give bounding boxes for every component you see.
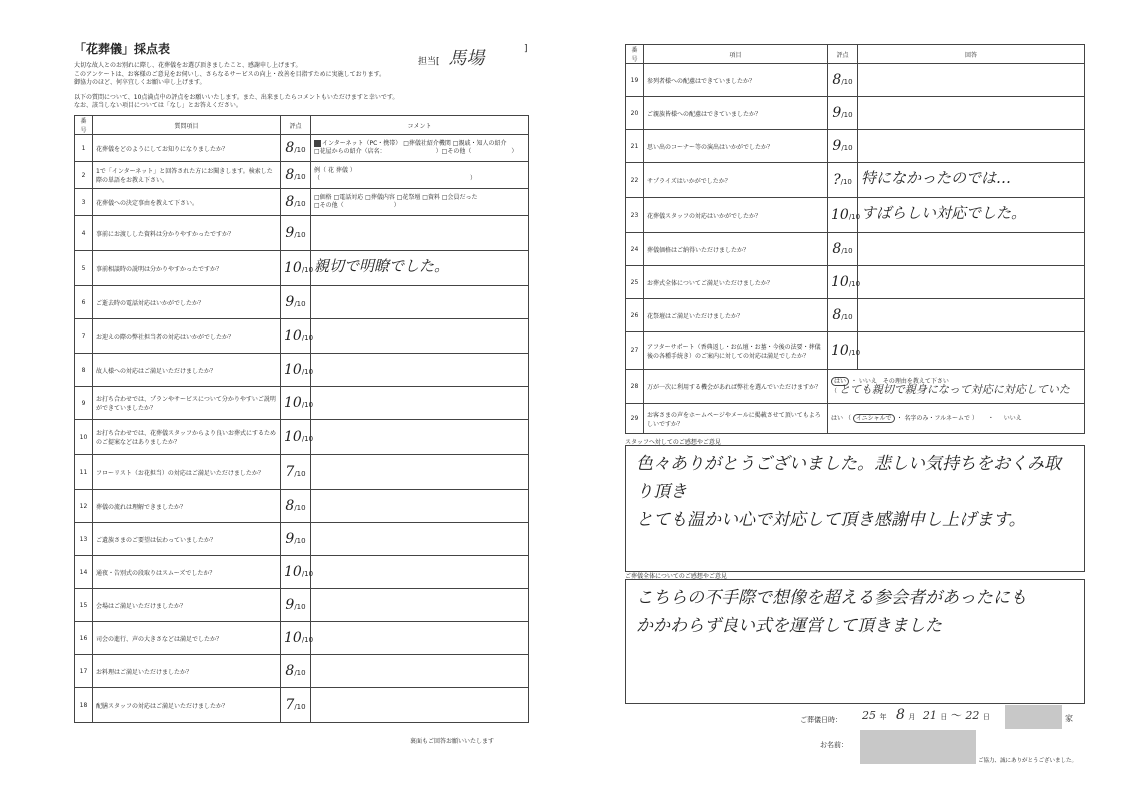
col-comment: コメント: [311, 116, 529, 135]
row-comment[interactable]: [311, 655, 529, 688]
table-row: [75, 655, 529, 688]
score-value: 9: [285, 225, 295, 241]
table-row: [75, 162, 529, 189]
score-value: 10: [284, 630, 302, 646]
row-question: 参列者様への配慮はできていましたか？: [644, 64, 828, 97]
q3-other-close: ）: [393, 202, 400, 209]
row-no: 25: [626, 266, 644, 299]
row-score[interactable]: [281, 162, 311, 189]
score-denominator: /10: [301, 368, 314, 376]
score-denominator: /10: [841, 78, 853, 86]
row-question: 会場はご満足いただけましたか？: [93, 589, 281, 622]
q29-fullname[interactable]: 名字のみ・フルネームで: [904, 414, 970, 422]
row-no: 27: [626, 332, 644, 370]
row-score[interactable]: [281, 523, 311, 556]
row-question: 葬儀価格はご納得いただけましたか？: [644, 233, 828, 266]
row-score[interactable]: [828, 332, 861, 370]
table-row: [626, 404, 1085, 434]
row-question: 花葬儀をどのようにしてお知りになりましたか？: [93, 135, 281, 162]
intro-line: なお、該当しない項目については「なし」とお答えください。: [74, 102, 242, 110]
row-score[interactable]: [281, 556, 314, 589]
row-comment[interactable]: [311, 251, 529, 286]
row-score[interactable]: [828, 266, 861, 299]
row-question: 花葬儀への決定事由を教えて下さい。: [93, 189, 281, 216]
row-score[interactable]: [281, 387, 314, 420]
row-no: 5: [75, 251, 93, 286]
row-question: 故人様への対応はご満足いただけましたか？: [93, 354, 281, 387]
row-score[interactable]: [281, 655, 311, 688]
row-score[interactable]: [281, 135, 311, 162]
q3-other: □その他（: [314, 202, 344, 209]
score-denominator: /10: [848, 280, 861, 288]
score-denominator: /10: [294, 669, 306, 677]
row-no: 12: [75, 490, 93, 523]
row-score[interactable]: [281, 319, 314, 354]
row-no: 9: [75, 387, 93, 420]
row-score[interactable]: [281, 420, 314, 455]
col-score: 評点: [828, 45, 858, 64]
q29-sep2: ・: [987, 414, 994, 422]
family-suffix: 家: [1065, 714, 1073, 723]
date-day-unit2: 日: [982, 713, 990, 721]
row-no: 15: [75, 589, 93, 622]
score-denominator: /10: [294, 300, 306, 308]
table-row: [75, 490, 529, 523]
q28-reason: とても親切で親身になって対応に対応していた: [838, 382, 1070, 396]
q28-paren: （: [831, 387, 838, 395]
col-no: 番号: [626, 45, 644, 64]
table-row: [75, 523, 529, 556]
row-comment-text: 特になかったのでは…: [861, 169, 1012, 187]
row-no: 6: [75, 286, 93, 319]
row-question: お打ち合わせでは、花葬儀スタッフからより良いお葬式にするためのご提案などはありましたか？: [93, 420, 281, 455]
row-comment[interactable]: [311, 286, 529, 319]
score-value: 10: [831, 207, 849, 223]
row-no: 24: [626, 233, 644, 266]
row-score[interactable]: [828, 163, 858, 198]
table-row: [75, 354, 529, 387]
q28-no[interactable]: いいえ: [858, 377, 877, 385]
row-no: 17: [75, 655, 93, 688]
row-comment[interactable]: [858, 97, 1085, 130]
row-score[interactable]: [281, 216, 311, 251]
date-day-unit: 日: [940, 713, 948, 721]
checkbox-internet[interactable]: [314, 140, 321, 147]
row-comment[interactable]: [311, 354, 529, 387]
row-comment[interactable]: [311, 589, 529, 622]
row-comment[interactable]: [858, 233, 1085, 266]
name-label: お名前：: [820, 741, 848, 749]
score-denominator: /10: [301, 266, 314, 274]
redacted-family-name: [1005, 705, 1062, 729]
row-question: お迎えの際の弊社担当者の対応はいかがでしたか？: [93, 319, 281, 354]
score-denominator: /10: [294, 470, 306, 478]
row-score[interactable]: [828, 130, 858, 163]
date-month-unit: 月: [908, 713, 916, 721]
table-row: [75, 420, 529, 455]
score-value: 8: [285, 194, 295, 210]
row-score[interactable]: [281, 455, 311, 490]
row-question: フローリスト（お花担当）の対応はご満足いただけましたか？: [93, 455, 281, 490]
row-question: 1で「インターネット」と回答された方にお聞きします。検索した際の単語をお教え下さい。: [93, 162, 281, 189]
row-no: 8: [75, 354, 93, 387]
row-score[interactable]: [281, 354, 314, 387]
date-month: 8: [896, 707, 905, 723]
table-row: [75, 589, 529, 622]
table-row: [626, 198, 1085, 233]
table-row: [75, 189, 529, 216]
row-no: 2: [75, 162, 93, 189]
col-score: 評点: [281, 116, 311, 135]
row-no: 1: [75, 135, 93, 162]
row-no: 11: [75, 455, 93, 490]
score-denominator: /10: [840, 178, 852, 186]
tanto-label-text: 担当[: [418, 57, 440, 67]
score-denominator: /10: [841, 144, 853, 152]
row-question: 花葬儀スタッフの対応はいかがでしたか？: [644, 198, 828, 233]
score-value: 10: [284, 429, 302, 445]
score-denominator: /10: [301, 435, 314, 443]
row-comment[interactable]: [311, 387, 529, 420]
score-value: 10: [284, 564, 302, 580]
intro-line: このアンケートは、お客様のご意見をお伺いし、さらなるサービスの向上・改善を目指すために実施しております。: [74, 70, 386, 78]
staff-section-label: スタッフへ対してのご感想やご意見: [625, 439, 721, 446]
score-value: 10: [284, 362, 302, 378]
score-value: 10: [284, 395, 302, 411]
form-title: 「花葬儀」採点表: [74, 42, 171, 56]
row-comment[interactable]: [858, 64, 1085, 97]
row-no: 26: [626, 299, 644, 332]
score-value: 10: [284, 260, 302, 276]
score-denominator: /10: [294, 504, 306, 512]
table-row: [75, 286, 529, 319]
date-day-to: 22: [965, 709, 980, 722]
row-comment[interactable]: [311, 319, 529, 354]
overall-section-label: ご葬儀全体についてのご感想やご意見: [625, 573, 727, 580]
thanks-note: ご協力、誠にありがとうございました。: [978, 758, 1078, 764]
row-no: 7: [75, 319, 93, 354]
table-row: [626, 266, 1085, 299]
q29-paren-close: ）: [971, 414, 978, 422]
table-row: [75, 135, 529, 162]
right-question-table: [625, 44, 1085, 434]
q2-example: 例（ 花 葬儀 ）: [314, 167, 356, 174]
row-no: 10: [75, 420, 93, 455]
row-score[interactable]: [828, 198, 861, 233]
q1-opt-close: ）: [511, 148, 518, 155]
col-answer: 回答: [858, 45, 1085, 64]
row-no: 19: [626, 64, 644, 97]
row-score[interactable]: [281, 189, 311, 216]
score-denominator: /10: [294, 603, 306, 611]
score-denominator: /10: [301, 570, 314, 578]
col-item: 項目: [644, 45, 828, 64]
row-question: ご親族皆様への配慮はできていましたか？: [644, 97, 828, 130]
score-value: 9: [285, 597, 295, 613]
score-value: 8: [285, 663, 295, 679]
q28-yes[interactable]: はい: [831, 377, 849, 386]
row-comment[interactable]: [858, 332, 1085, 370]
score-denominator: /10: [301, 334, 314, 342]
q29-yes[interactable]: はい: [831, 414, 844, 422]
table-row: [626, 130, 1085, 163]
left-question-table: [74, 115, 529, 723]
q2-paren-open: （: [314, 175, 321, 182]
row-question: サプライズはいかがでしたか？: [644, 163, 828, 198]
row-no: 22: [626, 163, 644, 198]
row-comment[interactable]: [311, 523, 529, 556]
row-question: お料理はご満足いただけましたか？: [93, 655, 281, 688]
row-comment[interactable]: [858, 163, 1085, 198]
row-comment[interactable]: [311, 135, 529, 162]
row-question: お客さまの声をホームページやメールに掲載させて頂いてもよろしいですか？: [644, 404, 828, 434]
date-day-from: 21: [922, 709, 937, 722]
row-question: 花祭壇はご満足いただけましたか？: [644, 299, 828, 332]
row-comment[interactable]: [311, 622, 529, 655]
score-value: 10: [831, 342, 849, 359]
date-year-unit: 年: [879, 713, 887, 721]
row-question: ご逝去時の電話対応はいかがでしたか？: [93, 286, 281, 319]
row-score[interactable]: [281, 589, 311, 622]
score-denominator: /10: [848, 348, 861, 357]
staff-comment-line: 色々ありがとうございました。悲しい気持ちをおくみ取り頂き: [636, 454, 1061, 502]
row-question: ご遺族さまのご要望は伝わっていましたか？: [93, 523, 281, 556]
q1-opt-internet: インターネット（PC・携帯）: [322, 140, 402, 147]
q2-paren-close: ）: [470, 175, 477, 182]
score-value: 9: [285, 294, 295, 310]
table-row: [75, 319, 529, 354]
q28-reason-label: その理由を教えて下さい: [882, 377, 949, 385]
q1-opt-other: ）□その他（: [435, 148, 472, 155]
funeral-date: [862, 707, 990, 723]
row-comment[interactable]: [311, 455, 529, 490]
q1-opt-florist: □花屋からの紹介（店名：: [314, 148, 386, 155]
q28-sep: ・: [850, 377, 857, 385]
row-comment[interactable]: [311, 162, 529, 189]
score-denominator: /10: [294, 200, 306, 208]
score-denominator: /10: [294, 231, 306, 239]
score-denominator: /10: [848, 213, 861, 221]
row-comment[interactable]: [311, 189, 529, 216]
score-denominator: /10: [841, 111, 853, 119]
row-question: 事前にお渡しした資料は分かりやすかったですか？: [93, 216, 281, 251]
row-comment[interactable]: [858, 198, 1085, 233]
row-comment-text: すばらしい対応でした。: [861, 204, 1027, 222]
table-row: [626, 370, 1085, 404]
row-comment[interactable]: [311, 490, 529, 523]
score-denominator: /10: [294, 537, 306, 545]
row-no: 4: [75, 216, 93, 251]
overall-comment-box: [625, 579, 1085, 704]
row-no: 16: [75, 622, 93, 655]
table-row: [626, 64, 1085, 97]
score-value: 8: [285, 498, 295, 514]
row-no: 23: [626, 198, 644, 233]
score-value: 9: [832, 105, 842, 121]
date-range: ～: [950, 709, 962, 722]
table-row: [75, 622, 529, 655]
intro-text: [74, 62, 534, 111]
q3-options: □価格 □電話対応 □葬儀内容 □花祭壇 □資料 □会員だった: [314, 194, 478, 201]
row-score[interactable]: [828, 64, 858, 97]
staff-comment-box: [625, 445, 1085, 572]
col-item: 質問項目: [93, 116, 281, 135]
score-value: ?: [833, 172, 841, 188]
row-question: 配膳スタッフの対応はご満足いただけましたか？: [93, 688, 281, 723]
table-row: [626, 332, 1085, 370]
row-no: 29: [626, 404, 644, 434]
tanto-name: 馬場: [448, 48, 485, 69]
score-value: 7: [285, 464, 295, 480]
date-label: ご葬儀日時：: [800, 716, 842, 724]
score-value: 8: [285, 140, 295, 156]
row-score[interactable]: [828, 233, 858, 266]
score-denominator: /10: [841, 313, 853, 321]
table-row: [626, 163, 1085, 198]
row-comment[interactable]: [311, 420, 529, 455]
row-score[interactable]: [281, 490, 311, 523]
overall-comment-line: こちらの不手際で想像を超える参会者があったにも: [636, 588, 1027, 608]
score-value: 8: [832, 307, 842, 323]
row-comment[interactable]: [311, 688, 529, 723]
row-no: 20: [626, 97, 644, 130]
table-row: [75, 251, 529, 286]
row-question: 司会の進行、声の大きさなどは満足でしたか？: [93, 622, 281, 655]
row-comment[interactable]: [858, 266, 1085, 299]
row-score[interactable]: [281, 622, 314, 655]
score-value: 10: [284, 328, 302, 344]
table-row: [626, 233, 1085, 266]
q28-answer: [828, 370, 1085, 404]
score-denominator: /10: [294, 173, 306, 181]
score-denominator: /10: [301, 401, 314, 409]
staff-comment-line: とても温かい心で対応して頂き感謝申し上げます。: [636, 510, 1026, 530]
score-denominator: /10: [301, 636, 314, 644]
score-value: 9: [832, 138, 842, 154]
row-question: お葬式全体についてご満足いただけましたか？: [644, 266, 828, 299]
row-question: 事前相談時の説明は分かりやすかったですか？: [93, 251, 281, 286]
col-no: 番号: [75, 116, 93, 135]
row-score[interactable]: [281, 251, 314, 286]
row-score[interactable]: [281, 688, 311, 723]
intro-line: 以下の質問について、10点満点中の評点をお願いいたします。また、出来ましたらコメントもいただけますと幸いです。: [74, 93, 399, 101]
row-no: 3: [75, 189, 93, 216]
q29-paren-open: （: [844, 414, 851, 422]
score-value: 8: [285, 167, 295, 183]
score-denominator: /10: [294, 146, 306, 154]
table-row: [75, 216, 529, 251]
row-comment[interactable]: [311, 216, 529, 251]
date-year: 25: [862, 709, 876, 722]
intro-line: 御協力のほど、何卒宜しくお願い申し上げます。: [74, 79, 206, 87]
q29-sep: ・: [896, 414, 903, 422]
row-no: 21: [626, 130, 644, 163]
overall-comment-line: かかわらず良い式を運営して頂きました: [636, 616, 942, 636]
score-value: 8: [832, 72, 842, 88]
row-score[interactable]: [828, 97, 858, 130]
row-score[interactable]: [281, 286, 311, 319]
row-score[interactable]: [828, 299, 858, 332]
row-no: 14: [75, 556, 93, 589]
intro-line: 大切な故人とのお別れに際し、花葬儀をお選び頂きましたこと、感謝申し上げます。: [74, 62, 302, 69]
table-row: [75, 455, 529, 490]
q1-opt-agency: □葬儀社紹介機関: [403, 140, 451, 147]
table-row: [75, 387, 529, 420]
row-question: 通夜・告別式の段取りはスムーズでしたか？: [93, 556, 281, 589]
row-comment[interactable]: [858, 299, 1085, 332]
table-row: [75, 556, 529, 589]
score-denominator: /10: [294, 703, 306, 711]
q1-opt-referral: □親戚・知人の紹介: [452, 140, 507, 147]
q29-answer: [828, 404, 1085, 434]
score-denominator: /10: [841, 247, 853, 255]
row-no: 28: [626, 370, 644, 404]
row-question: 葬儀の流れは理解できましたか？: [93, 490, 281, 523]
table-row: [626, 299, 1085, 332]
row-no: 18: [75, 688, 93, 723]
q29-initial[interactable]: イニシャルで: [853, 414, 895, 423]
row-no: 13: [75, 523, 93, 556]
row-question: アフターサポート（香典返し・お仏壇・お墓・今後の法要・葬儀後の各種手続き）のご案内に対しての対応は満足でしたか？: [644, 332, 828, 370]
tanto-close: ]: [524, 44, 528, 54]
score-value: 8: [832, 241, 842, 257]
left-footer-note: 裏面もご回答お願いいたします: [410, 738, 495, 745]
row-comment[interactable]: [311, 556, 529, 589]
row-question: 万が一次に利用する機会があれば弊社を選んでいただけますか？: [644, 370, 828, 404]
score-value: 10: [831, 274, 849, 290]
table-row: [626, 97, 1085, 130]
score-value: 7: [285, 697, 295, 713]
row-question: お打ち合わせでは、プランやサービスについて分かりやすいご説明ができていましたか？: [93, 387, 281, 420]
row-comment-text: 親切で明瞭でした。: [314, 257, 450, 275]
score-value: 9: [285, 531, 295, 547]
table-row: [75, 688, 529, 723]
row-comment[interactable]: [858, 130, 1085, 163]
q29-no[interactable]: いいえ: [1003, 414, 1022, 422]
redacted-name: [860, 730, 976, 764]
row-question: 思い出のコーナー等の演出はいかがでしたか？: [644, 130, 828, 163]
